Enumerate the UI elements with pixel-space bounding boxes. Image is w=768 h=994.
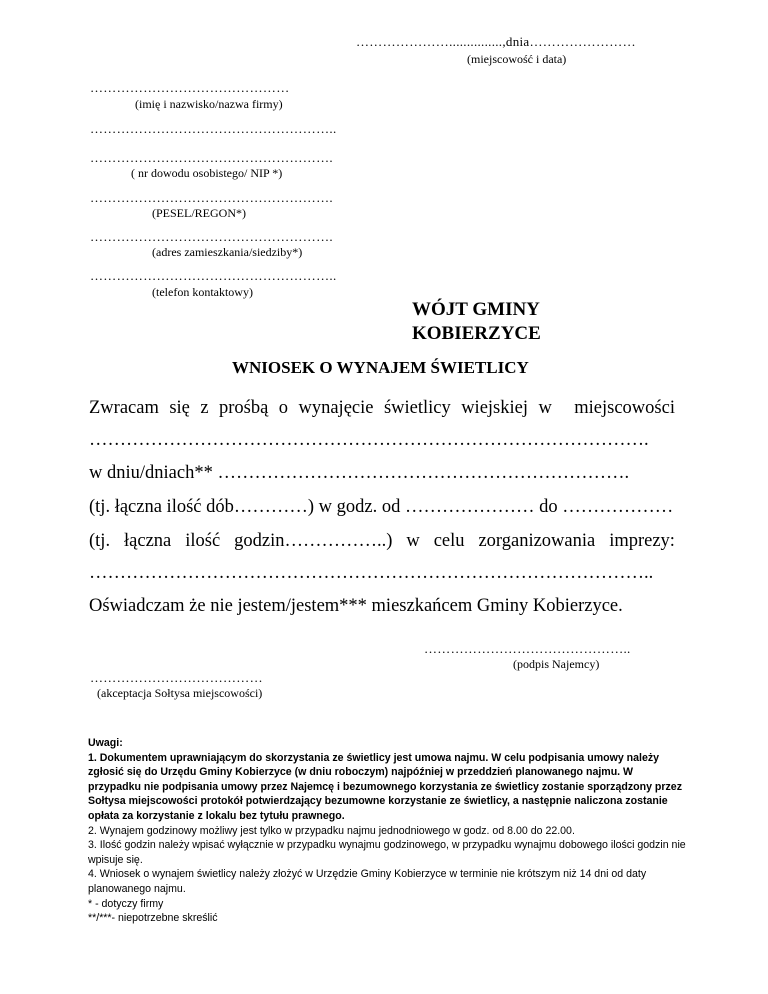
note-6: **/***- niepotrzebne skreślić (88, 912, 218, 925)
note-2: 2. Wynajem godzinowy możliwy jest tylko w przypadku najmu jednodniowego w godz. od 8.00 do 22.00. (88, 824, 575, 837)
word: z (200, 398, 209, 418)
word: wiejskiej (461, 398, 528, 418)
note-1: 1. Dokumentem uprawniającym do skorzystania ze świetlicy jest umowa najmu. W celu podpisania umowy należy zgłosić się do Urzędu Gminy Kobierzyce (w dniu roboczym) najpóźniej w przeddzień planowanego najmu. W przypadku nie podpisania umowy przez Najemcę i bezumownego korzystania ze świetlicy zostanie sporządzony przez Sołtysa miejscowości protokół potwierdzający bezumowne korzystanie ze świetlicy, a następnie naliczona zostanie opłata za korzystanie z lokalu bez tytułu prawnego. (88, 751, 682, 822)
paragraph-request-line-1 (89, 398, 675, 419)
word: Zwracam (89, 398, 159, 418)
word: imprezy: (609, 531, 675, 551)
word: zorganizowania (478, 531, 596, 551)
word: (tj. (89, 531, 111, 551)
word: prośbą (219, 398, 269, 418)
word: w (538, 398, 552, 418)
dates-line[interactable]: w dniu/dniach** …………………………………………………………. (89, 463, 630, 483)
pesel-line[interactable]: ………………………………………………. (90, 190, 333, 205)
place-date-line[interactable]: …………………...............,dnia…………………… (356, 34, 636, 49)
paragraph-hours-line-1 (89, 531, 675, 552)
pesel-label: (PESEL/REGON*) (152, 206, 246, 220)
word: się (169, 398, 190, 418)
notes-section (88, 736, 688, 926)
extra-line[interactable]: ……………………………………………….. (90, 121, 337, 136)
acceptance-line[interactable]: ………………………………… (90, 670, 263, 685)
acceptance-label: (akceptacja Sołtysa miejscowości) (97, 686, 263, 700)
event-purpose-line[interactable]: ……………………………………………………………………………….. (89, 563, 654, 583)
hours-range-line[interactable]: (tj. łączna ilość dób…………) w godz. od ………………… do ……………… (89, 497, 674, 517)
name-line[interactable]: ……………………………………… (90, 80, 290, 95)
phone-label: (telefon kontaktowy) (152, 285, 253, 299)
id-label: ( nr dowodu osobistego/ NIP *) (131, 166, 283, 180)
word: miejscowości (574, 398, 675, 418)
signature-line[interactable]: ……………………………………….. (424, 641, 631, 656)
notes-title: Uwagi: (88, 737, 123, 749)
locality-line[interactable]: ………………………………………………………………………………. (89, 430, 649, 450)
addressee-line-2: KOBIERZYCE (412, 323, 541, 344)
id-line[interactable]: ………………………………………………. (90, 150, 333, 165)
place-date-label: (miejscowość i data) (467, 52, 567, 66)
residency-declaration: Oświadczam że nie jestem/jestem*** mieszkańcem Gminy Kobierzyce. (89, 596, 623, 616)
word: świetlicy (383, 398, 451, 418)
word: łączna (124, 531, 172, 551)
signature-label: (podpis Najemcy) (513, 657, 600, 671)
note-5: * - dotyczy firmy (88, 897, 164, 910)
phone-line[interactable]: ……………………………………………….. (90, 268, 337, 283)
note-4: 4. Wniosek o wynajem świetlicy należy złożyć w Urzędzie Gminy Kobierzyce w terminie nie krótszym niż 14 dni od daty planowanego najmu. (88, 868, 647, 895)
addressee-line-1: WÓJT GMINY (412, 299, 540, 320)
word: ilość (185, 531, 221, 551)
word: w (406, 531, 420, 551)
word: o (278, 398, 289, 418)
note-3: 3. Ilość godzin należy wpisać wyłącznie w przypadku wynajmu godzinowego, w przypadku wynajmu dobowego ilości godzin nie wpisuje się. (88, 839, 686, 866)
word: celu (433, 531, 465, 551)
word: wynajęcie (298, 398, 374, 418)
document-heading: WNIOSEK O WYNAJEM ŚWIETLICY (232, 358, 529, 377)
word[interactable]: godzin……………..) (234, 531, 393, 551)
address-label: (adres zamieszkania/siedziby*) (152, 245, 303, 259)
name-label: (imię i nazwisko/nazwa firmy) (135, 97, 283, 111)
address-line[interactable]: ………………………………………………. (90, 229, 333, 244)
